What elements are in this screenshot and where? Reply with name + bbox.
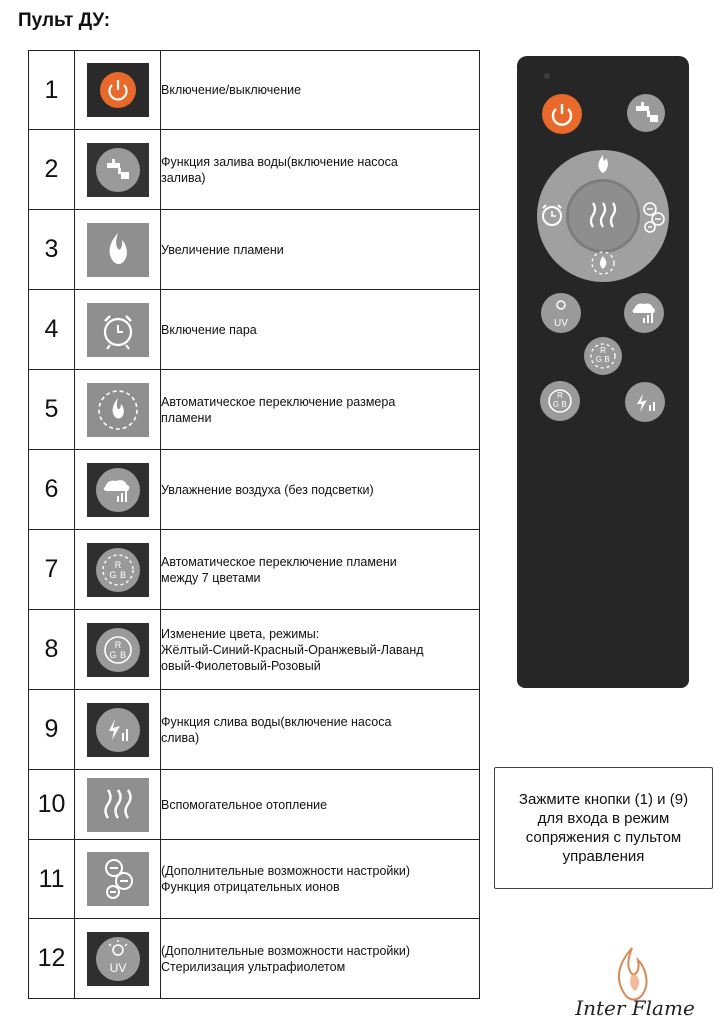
pairing-note-line: управления [562,848,645,865]
description-line: Включение пара [161,322,257,337]
rgb-icon [86,621,150,679]
row-icon-cell [75,210,161,290]
remote-uv-button[interactable] [541,293,581,333]
row-description [161,530,480,610]
row-number: 12 [29,919,75,999]
row-icon-cell [75,130,161,210]
rgb-auto-b-label: B [604,355,610,364]
svg-text:B: B [119,649,126,660]
row-description [161,690,480,770]
row-description [161,450,480,530]
page-title: Пульт ДУ: [18,10,111,31]
svg-text:R: R [114,639,121,650]
row-number: 2 [29,130,75,210]
ir-led [544,73,550,79]
pairing-note-line: сопряжения с пультом [525,829,682,846]
flame-icon [86,221,150,279]
rgb-auto-g-label: G [595,355,603,364]
svg-text:R: R [114,559,121,570]
water-drain-icon [86,701,150,759]
row-number: 4 [29,290,75,370]
row-number: 9 [29,690,75,770]
table-row [29,690,480,770]
description-line: Функция залива воды(включение насоса [161,154,398,169]
table-row [29,530,480,610]
row-number: 7 [29,530,75,610]
row-number: 5 [29,370,75,450]
row-icon-cell [75,450,161,530]
row-icon-cell [75,290,161,370]
description-line: залива) [161,170,206,185]
row-icon-cell [75,530,161,610]
description-line: Функция слива воды(включение насоса [161,714,392,729]
remote-rgb-auto-button[interactable] [584,337,622,375]
remote-rgb-button[interactable] [540,381,580,421]
logo-text: Inter Flame [575,996,695,1020]
row-icon-cell [75,51,161,130]
table-row [29,840,480,919]
svg-text:G: G [108,649,117,660]
row-number: 8 [29,610,75,690]
table-row [29,370,480,450]
svg-text:G: G [108,569,117,580]
interflame-logo [560,944,710,1024]
rgb-g-label: G [552,400,560,409]
description-line: Увеличение пламени [161,242,284,257]
description-line: Автоматическое переключение пламени [161,554,397,569]
row-number: 6 [29,450,75,530]
uv-label: UV [554,318,568,329]
description-line: (Дополнительные возможности настройки) [161,943,411,958]
pairing-note-box [494,767,713,889]
description-line: Функция отрицательных ионов [161,880,340,894]
table-row [29,210,480,290]
remote-water-fill-button[interactable] [627,94,665,132]
table-row [29,919,480,999]
remote-control [517,56,689,688]
description-line: пламени [161,410,212,425]
table-row [29,290,480,370]
pairing-note-line: для входа в режим [537,810,670,827]
description-line: между 7 цветами [161,570,261,585]
table-row [29,130,480,210]
auto-flame-size-icon [86,381,150,439]
remote-water-drain-button[interactable] [625,382,665,422]
row-icon-cell [75,770,161,840]
rgb-b-label: B [561,400,567,409]
row-icon-cell [75,919,161,999]
row-description [161,610,480,690]
row-number: 11 [29,840,75,919]
row-description [161,770,480,840]
row-description [161,919,480,999]
table-row [29,51,480,130]
water-fill-icon [86,141,150,199]
rgb-auto-r-label: R [600,346,606,355]
remote-power-button[interactable] [542,94,582,134]
power-icon [86,61,150,119]
row-description [161,370,480,450]
description-line: Увлажнение воздуха (без подсветки) [161,482,374,497]
description-line: Автоматическое переключение размера [161,394,396,409]
rgb-auto-cycle-icon [86,541,150,599]
row-number: 1 [29,51,75,130]
description-line: Стерилизация ультрафиолетом [161,959,346,974]
svg-text:UV: UV [109,960,126,975]
humidify-icon [86,461,150,519]
description-line: Вспомогательное отопление [161,797,328,812]
row-icon-cell [75,610,161,690]
description-line: Изменение цвета, режимы: [161,626,320,641]
remote-control-drawing [517,56,689,688]
alarm-clock-icon [86,301,150,359]
table-row [29,450,480,530]
row-number: 3 [29,210,75,290]
row-number: 10 [29,770,75,840]
row-description [161,210,480,290]
rgb-r-label: R [557,391,563,400]
table-row [29,770,480,840]
description-line: Жёлтый-Синий-Красный-Оранжевый-Лаванд [161,642,424,657]
table-row [29,610,480,690]
row-icon-cell [75,370,161,450]
svg-text:B: B [119,569,126,580]
description-line: слива) [161,730,200,745]
row-icon-cell [75,690,161,770]
heat-waves-icon [86,776,150,834]
description-line: Включение/выключение [161,83,302,97]
row-description [161,51,480,130]
remote-humidify-button[interactable] [624,293,664,333]
row-description [161,130,480,210]
uv-sterilize-icon [86,930,150,988]
row-description [161,290,480,370]
row-description [161,840,480,919]
negative-ions-icon [86,850,150,908]
button-legend-table [28,50,480,999]
pairing-note-line: Зажмите кнопки (1) и (9) [518,791,689,808]
description-line: (Дополнительные возможности настройки) [161,864,411,878]
description-line: овый-Фиолетовый-Розовый [161,658,321,673]
row-icon-cell [75,840,161,919]
